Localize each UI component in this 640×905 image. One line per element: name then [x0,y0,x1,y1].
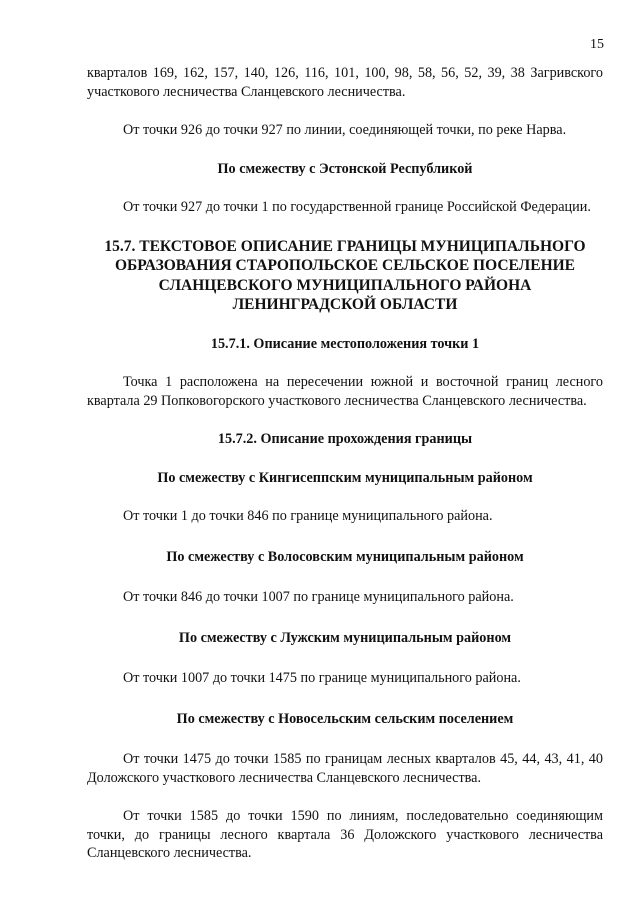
subsection-heading: По смежеству с Волосовским муниципальным районом [166,548,524,565]
subsection-heading: 15.7.1. Описание местоположения точки 1 [210,335,480,352]
subsection-heading: 15.7.2. Описание прохождения границы [217,431,473,447]
paragraph: От точки 1007 до точки 1475 по границе муниципального района. [123,670,521,686]
paragraph: От точки 927 до точки 1 по государственной границе Российской Федерации. [123,199,591,215]
paragraph: Точка 1 расположена на пересечении южной и восточной границ лесного квартала 29 Попковогорского участкового лесничества Сланцевского лесничества. [87,374,603,409]
subsection-heading: По смежеству с Лужским муниципальным районом [178,629,512,646]
paragraph: От точки 1585 до точки 1590 по линиям, последовательно соединяющим точки, до границы лесного квартала 36 Доложского участкового лесничества Сланцевского лесничества. [87,808,603,861]
page-number: 15 [590,37,604,52]
paragraph: От точки 1 до точки 846 по границе муниципального района. [123,508,493,524]
subsection-heading: По смежеству с Эстонской Республикой [217,160,473,177]
section-heading: 15.7. ТЕКСТОВОЕ ОПИСАНИЕ ГРАНИЦЫ МУНИЦИПАЛЬНОГО ОБРАЗОВАНИЯ СТАРОПОЛЬСКОЕ СЕЛЬСКОЕ ПОСЕЛЕНИЕ СЛАНЦЕВСКОГО МУНИЦИПАЛЬНОГО РАЙОНА ЛЕНИНГРАДСКОЙ ОБЛАСТИ [104,237,586,313]
paragraph: От точки 1475 до точки 1585 по границам лесных кварталов 45, 44, 43, 41, 40 Доложского участкового лесничества Сланцевского лесничества. [87,751,603,786]
paragraph-continued: кварталов 169, 162, 157, 140, 126, 116, 101, 100, 98, 58, 56, 52, 39, 38 Загривского участкового лесничества Сланцевского лесничества. [87,65,603,100]
subsection-heading: По смежеству с Новосельским сельским поселением [176,710,514,727]
paragraph: От точки 846 до точки 1007 по границе муниципального района. [123,589,514,605]
subsection-heading: По смежеству с Кингисеппским муниципальным районом [157,469,533,486]
paragraph: От точки 926 до точки 927 по линии, соединяющей точки, по реке Нарва. [123,122,567,138]
document-body [87,64,603,863]
